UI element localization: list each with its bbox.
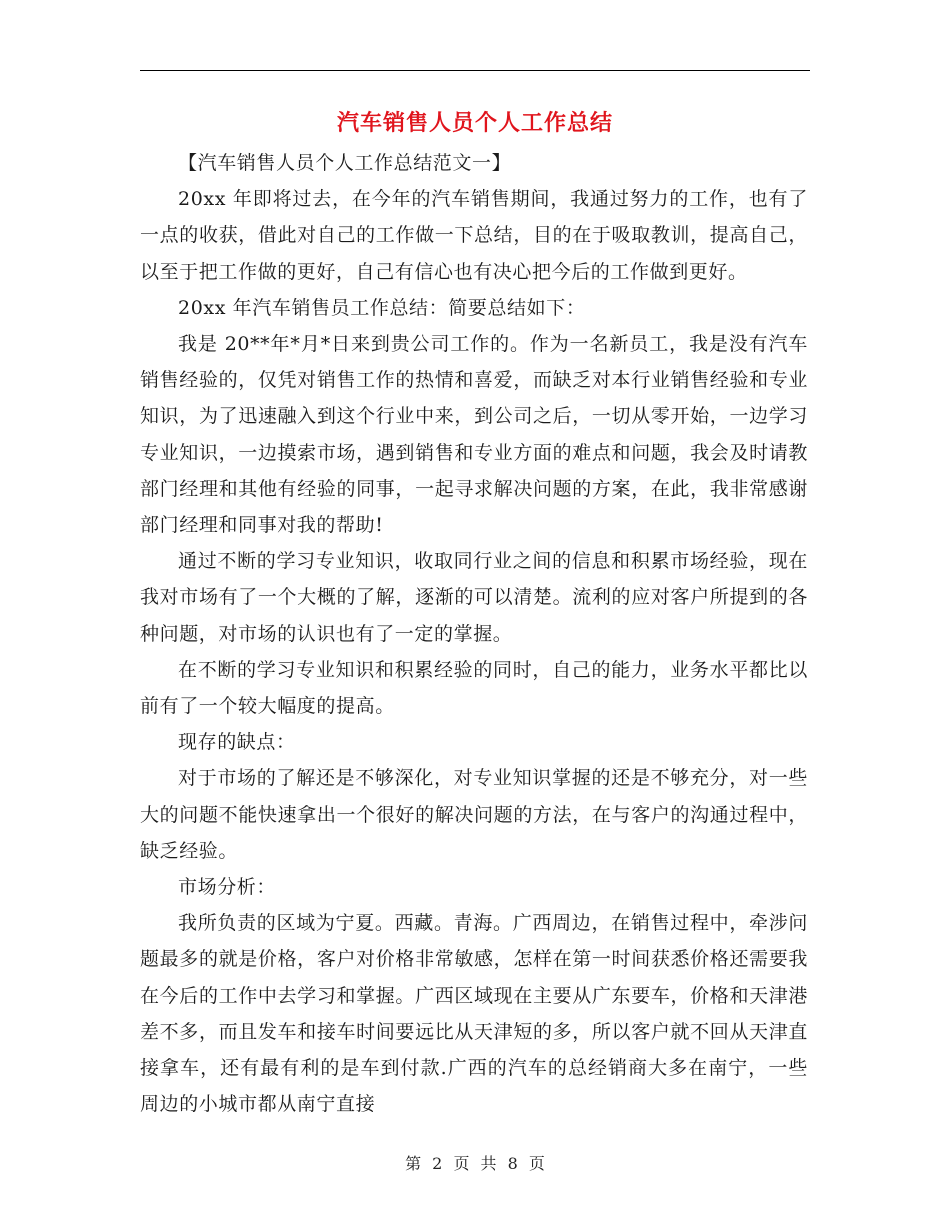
paragraph-market-heading: 市场分析： — [178, 876, 277, 899]
paragraph-shortcomings-heading: 现存的缺点： — [178, 731, 296, 754]
document-body — [140, 145, 808, 1122]
page-number-footer: 第 2 页 共 8 页 — [405, 1154, 545, 1173]
paragraph-intro: 20xx 年即将过去，在今年的汽车销售期间，我通过努力的工作，也有了一点的收获，借此对自己的工作做一下总结，目的在于吸取教训，提高自己，以至于把工作做的更好，自己有信心也有决心把今后的工作做到更好。 — [140, 188, 808, 283]
paragraph-improvement: 在不断的学习专业知识和积累经验的同时，自己的能力，业务水平都比以前有了一个较大幅度的提高。 — [140, 658, 808, 718]
paragraph-market-analysis: 我所负责的区域为宁夏。西藏。青海。广西周边，在销售过程中，牵涉问题最多的就是价格，客户对价格非常敏感，怎样在第一时间获悉价格还需要我在今后的工作中去学习和掌握。广西区域现在主要从广东要车，价格和天津港差不多，而且发车和接车时间要远比从天津短的多，所以客户就不回从天津直接拿车，还有最有利的是车到付款.广西的汽车的总经销商大多在南宁，一些周边的小城市都从南宁直接 — [140, 912, 808, 1116]
paragraph-experience: 我是 20**年*月*日来到贵公司工作的。作为一名新员工，我是没有汽车销售经验的，仅凭对销售工作的热情和喜爱，而缺乏对本行业销售经验和专业知识，为了迅速融入到这个行业中来，到公司之后，一切从零开始，一边学习专业知识，一边摸索市场，遇到销售和专业方面的难点和问题，我会及时请教部门经理和其他有经验的同事，一起寻求解决问题的方案，在此，我非常感谢部门经理和同事对我的帮助! — [140, 333, 808, 537]
header-rule — [140, 70, 810, 71]
paragraph-shortcomings: 对于市场的了解还是不够深化，对专业知识掌握的还是不够充分，对一些大的问题不能快速拿出一个很好的解决问题的方法，在与客户的沟通过程中，缺乏经验。 — [140, 767, 808, 862]
paragraph-learning: 通过不断的学习专业知识，收取同行业之间的信息和积累市场经验，现在我对市场有了一个大概的了解，逐渐的可以清楚。流利的应对客户所提到的各种问题，对市场的认识也有了一定的掌握。 — [140, 550, 808, 645]
paragraph-sample-heading: 【汽车销售人员个人工作总结范文一】 — [178, 152, 512, 174]
document-title: 汽车销售人员个人工作总结 — [336, 111, 613, 136]
paragraph-summary-heading: 20xx 年汽车销售员工作总结：简要总结如下： — [178, 296, 586, 319]
